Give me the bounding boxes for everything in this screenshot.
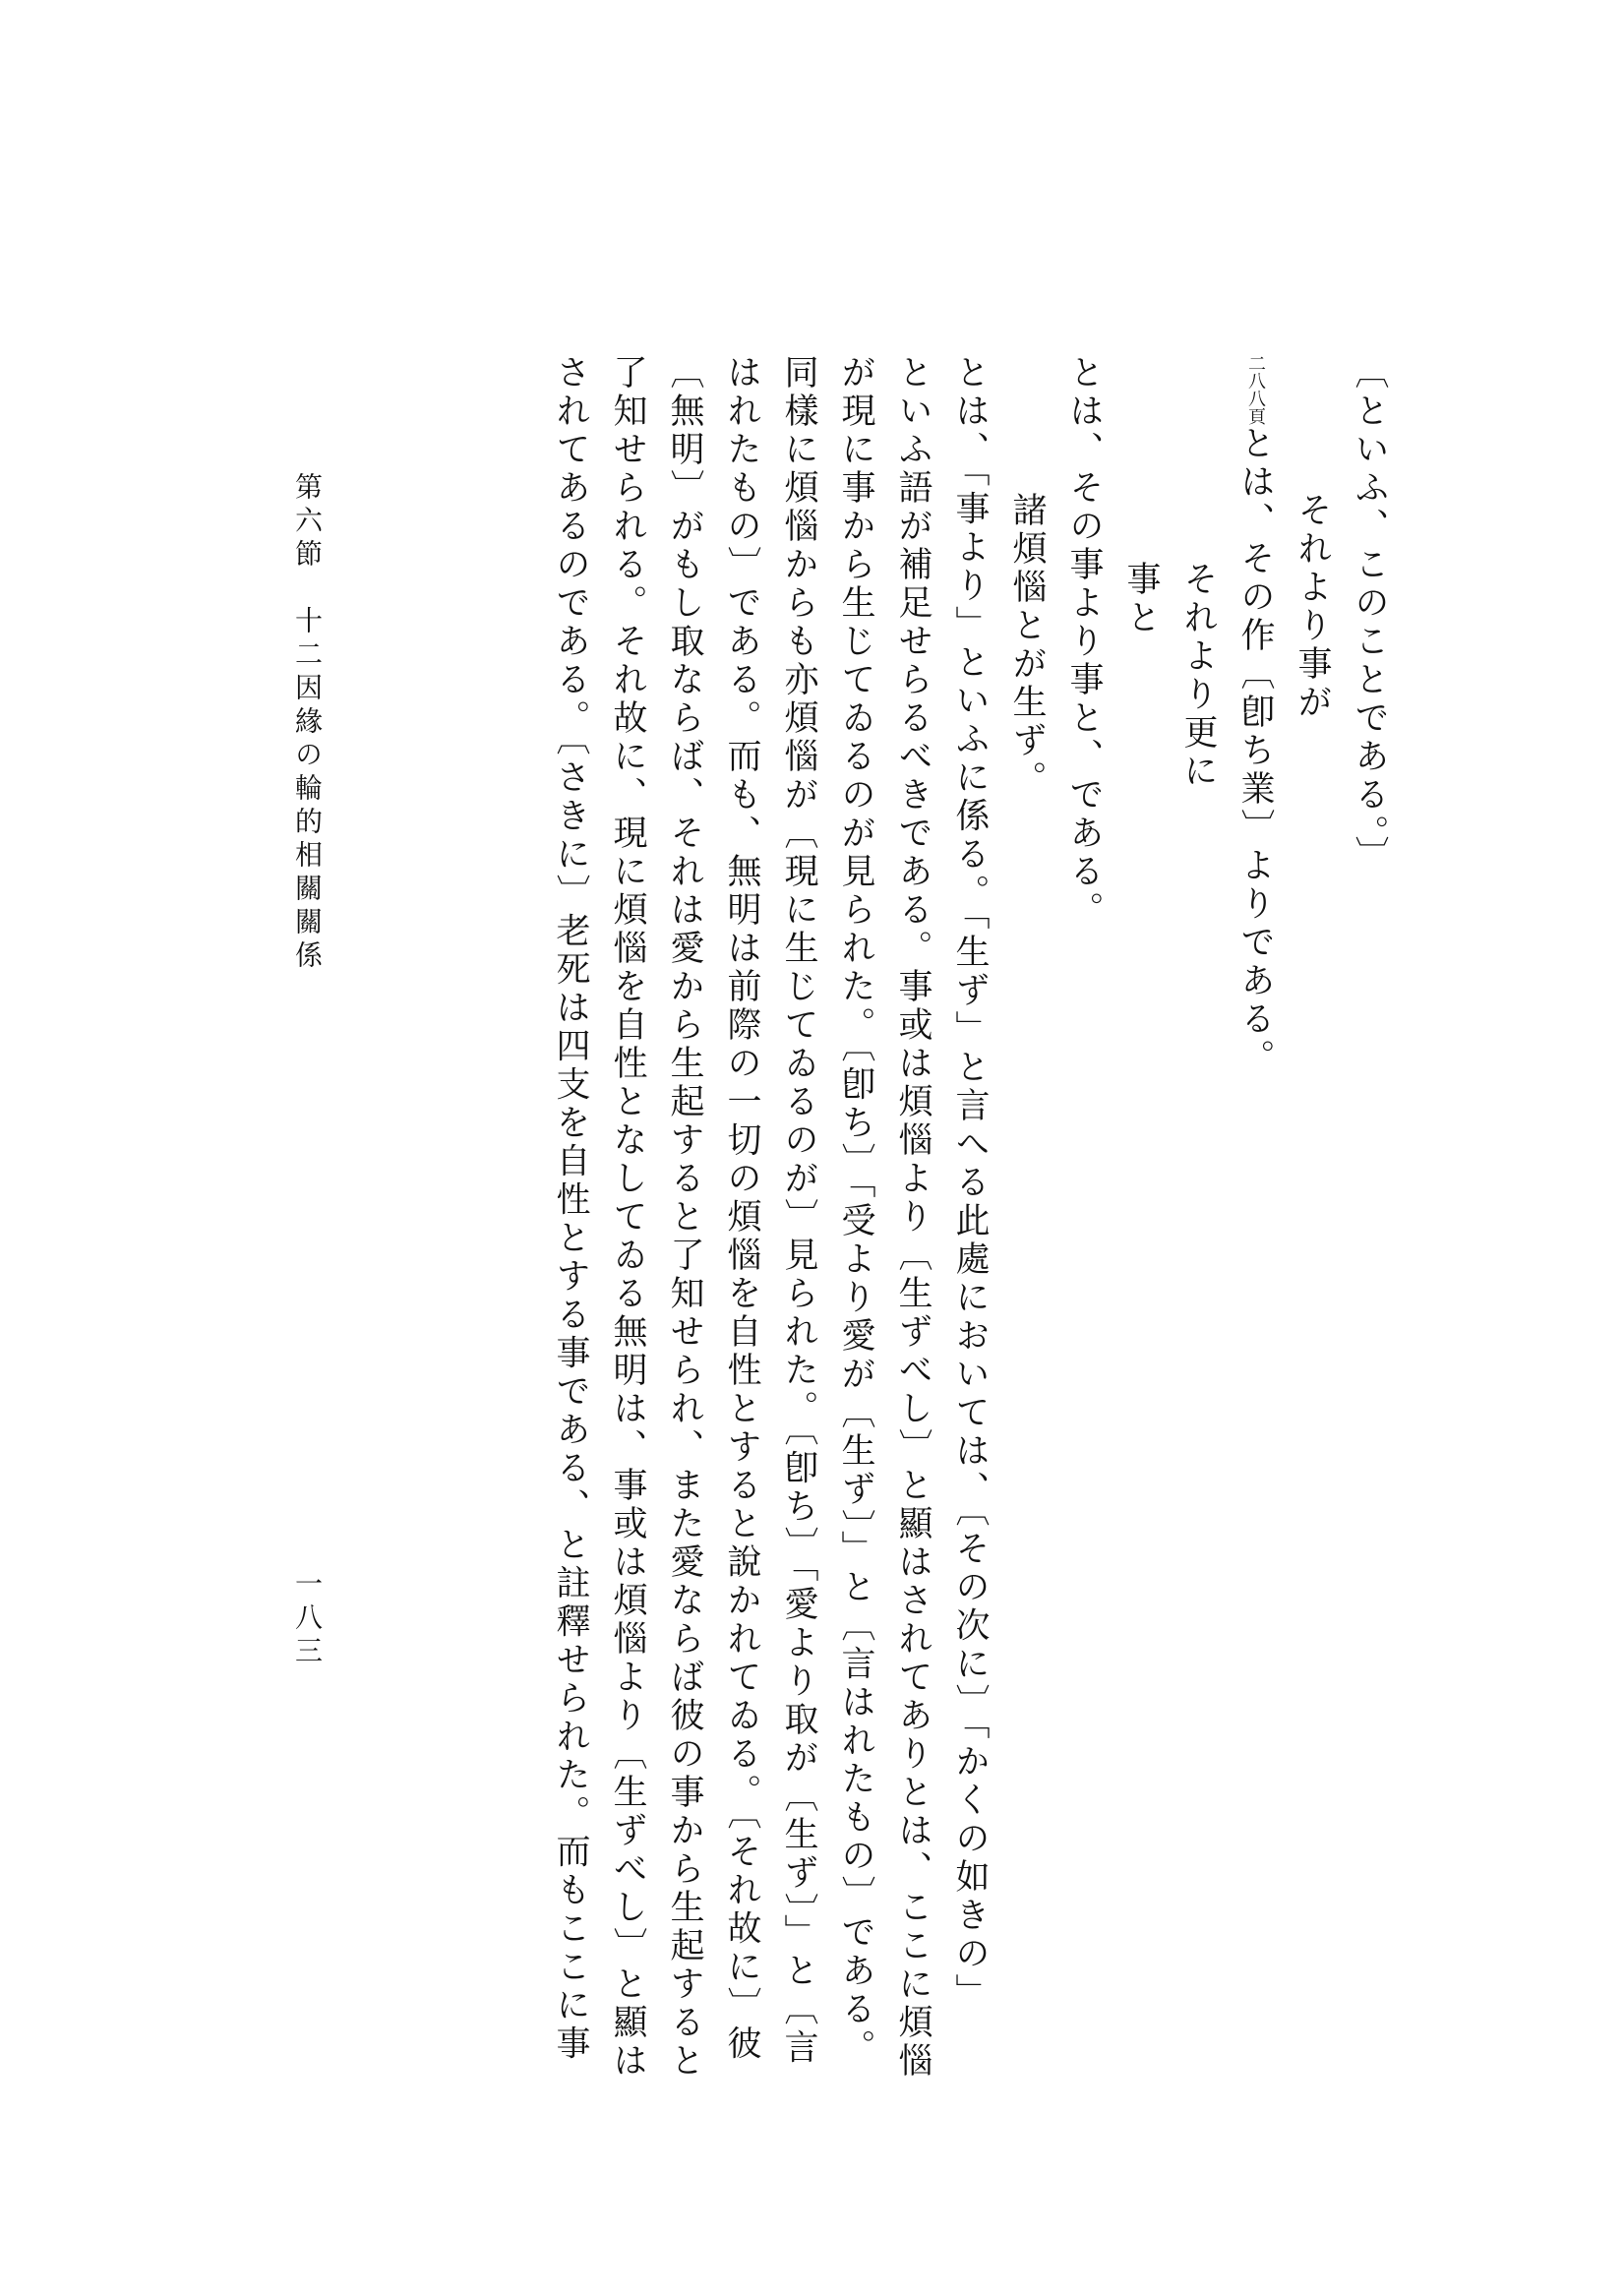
text-line-content: 〔といふ、このことである。〕 [1350,354,1389,875]
page-number: 一八三 [291,1569,324,1669]
text-line-content: 同樣に煩惱からも亦煩惱が〔現に生じてゐるのが〕見られた。〔卽ち〕「愛より取が〔生ず〕」と〔言 [779,354,818,2068]
text-line-content: それより更に [1178,561,1218,791]
page-reference-note: 二八八頁 [1245,354,1266,425]
text-line [1113,354,1170,2046]
text-line [1227,354,1284,2046]
text-line-content: それより事が [1293,492,1332,722]
text-line-content: 〔無明〕がもし取ならば、それは愛から生起すると了知せられ、また愛ならば彼の事から生起すると [665,354,704,2081]
text-line [884,354,941,2081]
text-line-content: といふ語が補足せらるべきである。事或は煩惱より〔生ずべし〕と顯はされてありとは、ここに煩惱 [893,354,932,2081]
running-footer-title: 第六節 十二因緣の輪的相關關係 [291,472,324,974]
text-line-content: されてあるのである。〔さきに〕老死は四支を自性とする事である、と註釋せられた。而もここに事 [551,354,590,2064]
text-line-content: 諸煩惱とが生ず。 [1007,492,1047,799]
text-line [827,354,884,2068]
text-line [1055,354,1113,2046]
text-line-content: とは、その作〔卽ち業〕よりである。 [1235,425,1275,1077]
text-line [998,354,1055,2046]
text-line [770,354,827,2068]
body-text [542,354,1398,2081]
text-line-content: 事と [1121,561,1161,637]
text-line [542,354,599,2064]
text-line-content: とは、「事より」といふに係る。「生ず」と言へる此處においては、〔その次に〕「かくの如きの」 [950,354,990,2012]
text-line-content: 了知せられる。それ故に、現に煩惱を自性となしてゐる無明は、事或は煩惱より〔生ずべし〕と顯は [608,354,647,2081]
text-line [656,354,713,2081]
text-line [1341,354,1398,2046]
text-line [1284,354,1341,2046]
text-line [941,354,998,2046]
text-line [713,354,770,2064]
text-line-content: はれたもの〕である。而も、無明は前際の一切の煩惱を自性とすると說かれてゐる。〔それ故に〕彼 [722,354,761,2064]
text-line-content: が現に事から生じてゐるのが見られた。〔卽ち〕「受より愛が〔生ず〕」と〔言はれたもの〕である。 [836,354,875,2068]
text-line [1170,354,1227,2046]
text-line [599,354,656,2081]
text-line-content: とは、その事より事と、である。 [1064,354,1104,930]
